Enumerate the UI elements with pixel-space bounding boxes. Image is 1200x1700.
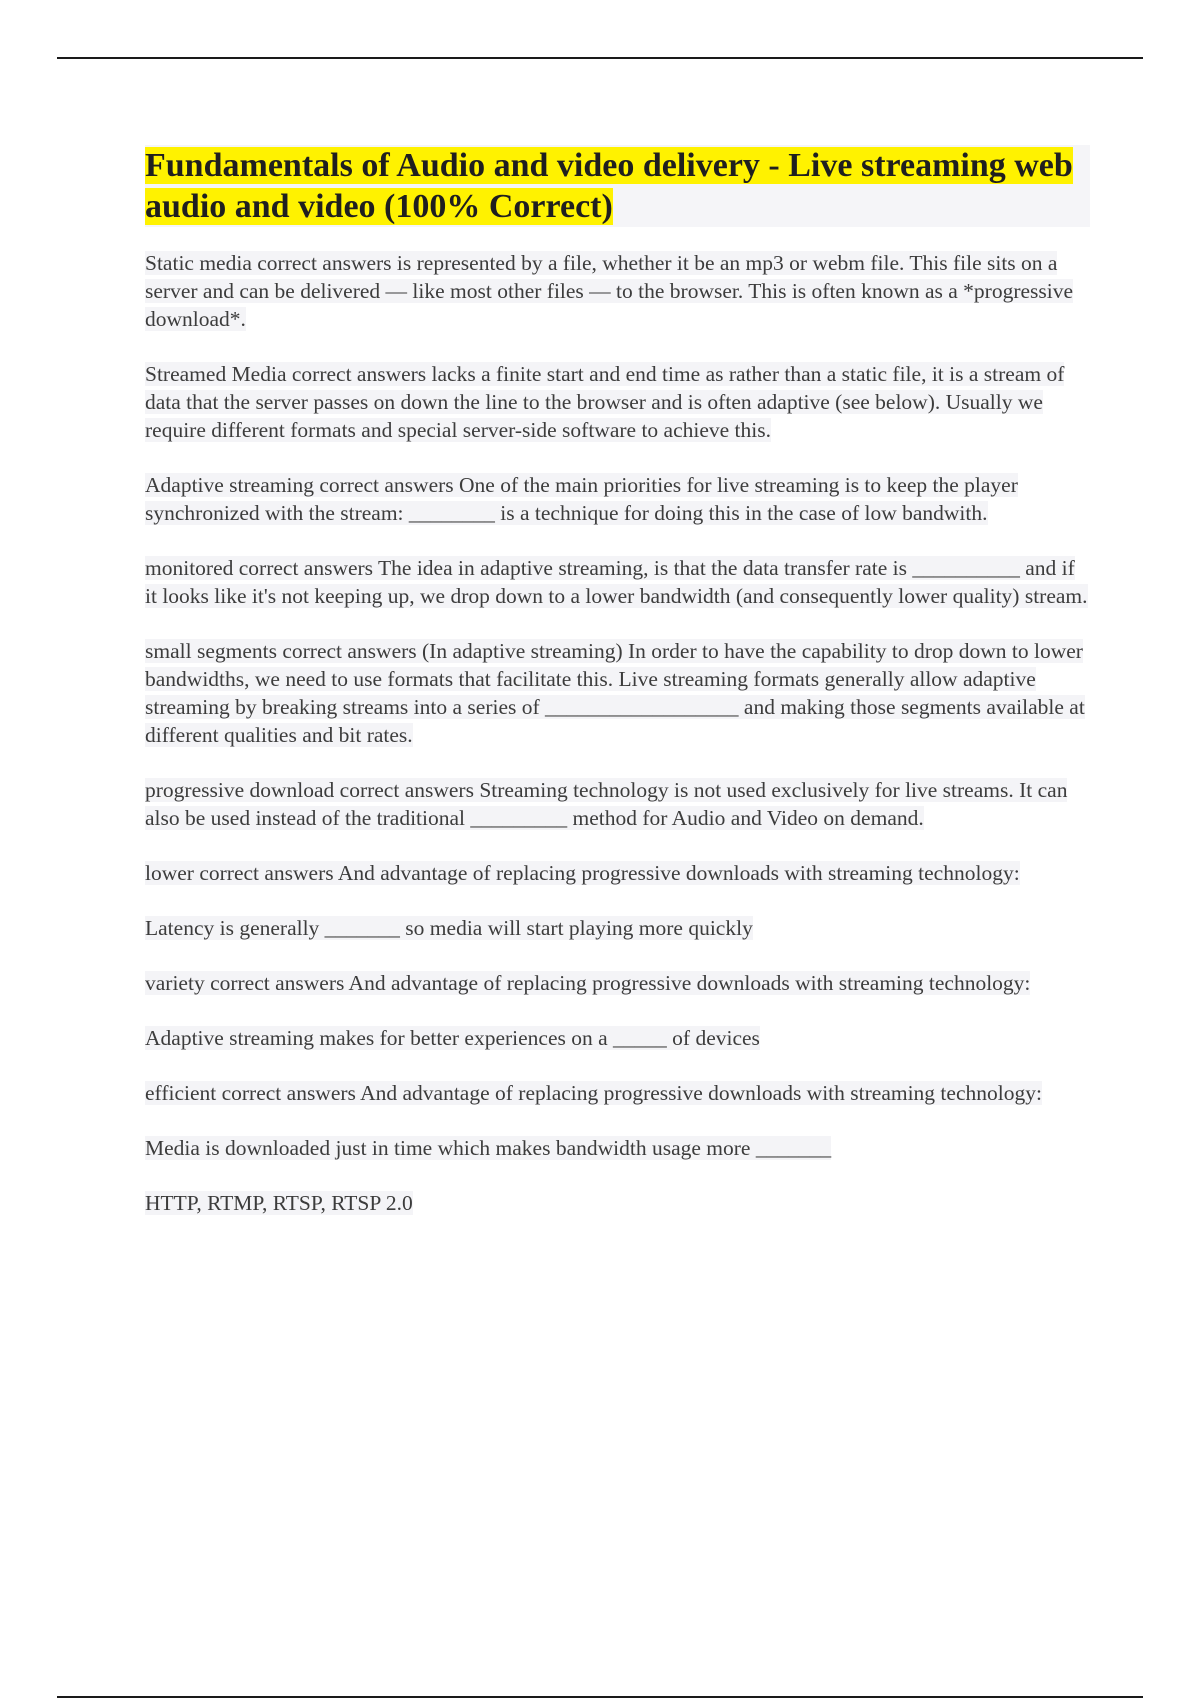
paragraph-latency <box>145 914 1090 942</box>
paragraph-text: Streamed Media correct answers lacks a finite start and end time as rather than a static file, it is a stream of data that the server passes on down the line to the browser and is often adaptive (see below). Usually we require different formats and special server-side software to achieve this. <box>145 362 1065 442</box>
paragraph-streamed-media <box>145 360 1090 444</box>
paragraph-text: Adaptive streaming makes for better experiences on a _____ of devices <box>145 1026 760 1050</box>
document-body <box>145 145 1090 1244</box>
paragraph-text: Media is downloaded just in time which makes bandwidth usage more _______ <box>145 1136 832 1160</box>
paragraph-protocols <box>145 1189 1090 1217</box>
paragraph-progressive-download <box>145 776 1090 832</box>
paragraph-text: Adaptive streaming correct answers One of the main priorities for live streaming is to keep the player synchronized with the stream: ________ is a technique for doing this in the case of low bandwith. <box>145 473 1018 525</box>
bottom-rule <box>57 1696 1143 1698</box>
paragraph-devices <box>145 1024 1090 1052</box>
top-rule <box>57 57 1143 59</box>
paragraph-static-media <box>145 249 1090 333</box>
paragraph-text: variety correct answers And advantage of replacing progressive downloads with streaming technology: <box>145 971 1031 995</box>
paragraph-small-segments <box>145 637 1090 749</box>
paragraph-text: efficient correct answers And advantage of replacing progressive downloads with streaming technology: <box>145 1081 1042 1105</box>
paragraph-adaptive-streaming <box>145 471 1090 527</box>
paragraph-efficient <box>145 1079 1090 1107</box>
document-title-text: Fundamentals of Audio and video delivery - Live streaming web audio and video (100% Correct) <box>145 147 1073 225</box>
paragraph-text: monitored correct answers The idea in adaptive streaming, is that the data transfer rate is __________ and if it looks like it's not keeping up, we drop down to a lower bandwidth (and consequently lower quality) stream. <box>145 556 1088 608</box>
paragraph-text: HTTP, RTMP, RTSP, RTSP 2.0 <box>145 1191 413 1215</box>
paragraph-variety <box>145 969 1090 997</box>
paragraph-lower <box>145 859 1090 887</box>
paragraph-text: Static media correct answers is represented by a file, whether it be an mp3 or webm file. This file sits on a server and can be delivered — like most other files — to the browser. This is often known as a *progressive download*. <box>145 251 1074 331</box>
paragraph-text: lower correct answers And advantage of replacing progressive downloads with streaming technology: <box>145 861 1020 885</box>
title-block <box>145 145 1090 227</box>
paragraph-text: progressive download correct answers Streaming technology is not used exclusively for live streams. It can also be used instead of the traditional _________ method for Audio and Video on demand. <box>145 778 1068 830</box>
document-title <box>145 145 1090 227</box>
paragraph-text: small segments correct answers (In adaptive streaming) In order to have the capability to drop down to lower bandwidths, we need to use formats that facilitate this. Live streaming formats generally allow adaptive streaming by breaking streams into a series of __________________ and making those segments available at different qualities and bit rates. <box>145 639 1085 747</box>
paragraph-text: Latency is generally _______ so media will start playing more quickly <box>145 916 753 940</box>
paragraph-bandwidth-usage <box>145 1134 1090 1162</box>
paragraph-monitored <box>145 554 1090 610</box>
